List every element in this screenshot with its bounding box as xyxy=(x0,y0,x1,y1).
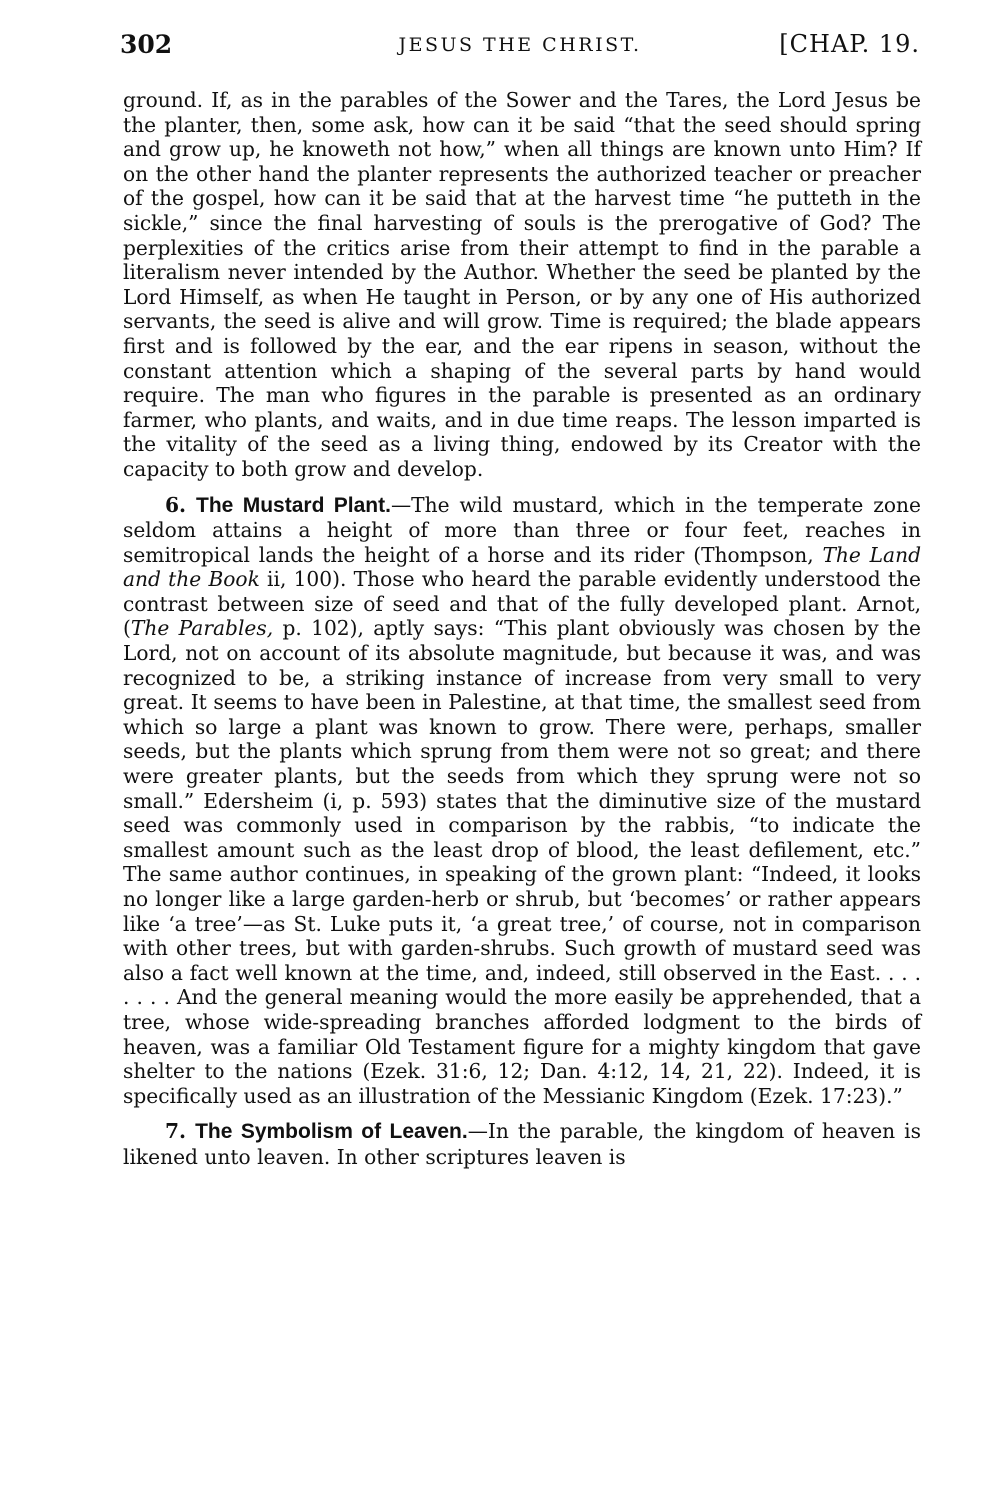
section-text: ii, 100). Those who heard the parable evidently understood the contrast between size of seed and that of the fully developed plant. Arnot, ( xyxy=(123,567,921,641)
section-title: The Mustard Plant. xyxy=(196,493,391,517)
page-number: 302 xyxy=(120,30,173,59)
section-text: p. 102), aptly says: “This plant obviously was chosen by the Lord, not on account of its absolute magnitude, but because it was, and was recognized to be, a striking instance of increase from very small to very great. It seems to have been in Palestine, at that time, the smallest seed from which so large a plant was known to grow. There were, perhaps, smaller seeds, but the plants which sprung from them were not so great; and there were greater plants, but the seeds from which they sprung were not so small.” Edersheim (i, p. 593) states that the diminutive size of the mustard seed was commonly used in comparison by the rabbis, “to indicate the smallest amount such as the least drop of blood, the least defilement, etc.” The same author continues, in speaking of the grown plant: “Indeed, it looks no longer like a large garden-herb or shrub, but ‘becomes’ or rather appears like ‘a tree’—as St. Luke puts it, ‘a great tree,’ of course, not in comparison with other trees, but with garden-shrubs. Such growth of mustard seed was also a fact well known at the time, and, indeed, still observed in the East. . . . . . . . And the general meaning would the more easily be apprehended, that a tree, whose wide-spreading branches afforded lodgment to the birds of heaven, was a familiar Old Testament figure for a mighty kingdom that gave shelter to the nations (Ezek. 31:6, 12; Dan. 4:12, 14, 21, 22). Indeed, it is specifically used as an illustration of the Messianic Kingdom (Ezek. 17:23).” xyxy=(123,616,921,1108)
section-text: —In the parable, the kingdom of heaven is likened unto leaven. In other scriptures leaven is xyxy=(123,1119,921,1169)
body-text xyxy=(123,88,921,1170)
section-number: 7. xyxy=(165,1119,187,1144)
citation-title: The Land and the Book xyxy=(123,542,921,592)
section-text: —The wild mustard, which in the temperate zone seldom attains a height of more than three or four feet, reaches in semitropical lands the height of a horse and its rider (Thompson, xyxy=(123,492,921,567)
section-title: The Symbolism of Leaven. xyxy=(195,1120,468,1144)
running-head xyxy=(120,30,920,64)
chapter-reference: [CHAP. 19. xyxy=(779,30,920,58)
section-number: 6. xyxy=(165,492,187,517)
citation-title: The Parables, xyxy=(130,616,274,641)
section-mustard-plant xyxy=(123,493,921,1109)
section-symbolism-of-leaven xyxy=(123,1119,921,1169)
paragraph-continued: ground. If, as in the parables of the Sower and the Tares, the Lord Jesus be the planter, then, some ask, how can it be said “that the seed should spring and grow up, he knoweth not how,” when all things are known unto Him? If on the other hand the planter represents the authorized teacher or preacher of the gospel, how can it be said that at the harvest time “he putteth in the sickle,” since the final harvesting of souls is the prerogative of God? The perplexities of the critics arise from their attempt to find in the parable a literalism never intended by the Author. Whether the seed be planted by the Lord Himself, as when He taught in Person, or by any one of His authorized servants, the seed is alive and will grow. Time is required; the blade appears first and is followed by the ear, and the ear ripens in season, without the constant attention which a shaping of the several parts by hand would require. The man who figures in the parable is presented as an ordinary farmer, who plants, and waits, and in due time reaps. The lesson imparted is the vitality of the seed as a living thing, endowed by its Creator with the capacity to both grow and develop. xyxy=(123,88,921,481)
book-title: JESUS THE CHRIST. xyxy=(398,34,642,56)
